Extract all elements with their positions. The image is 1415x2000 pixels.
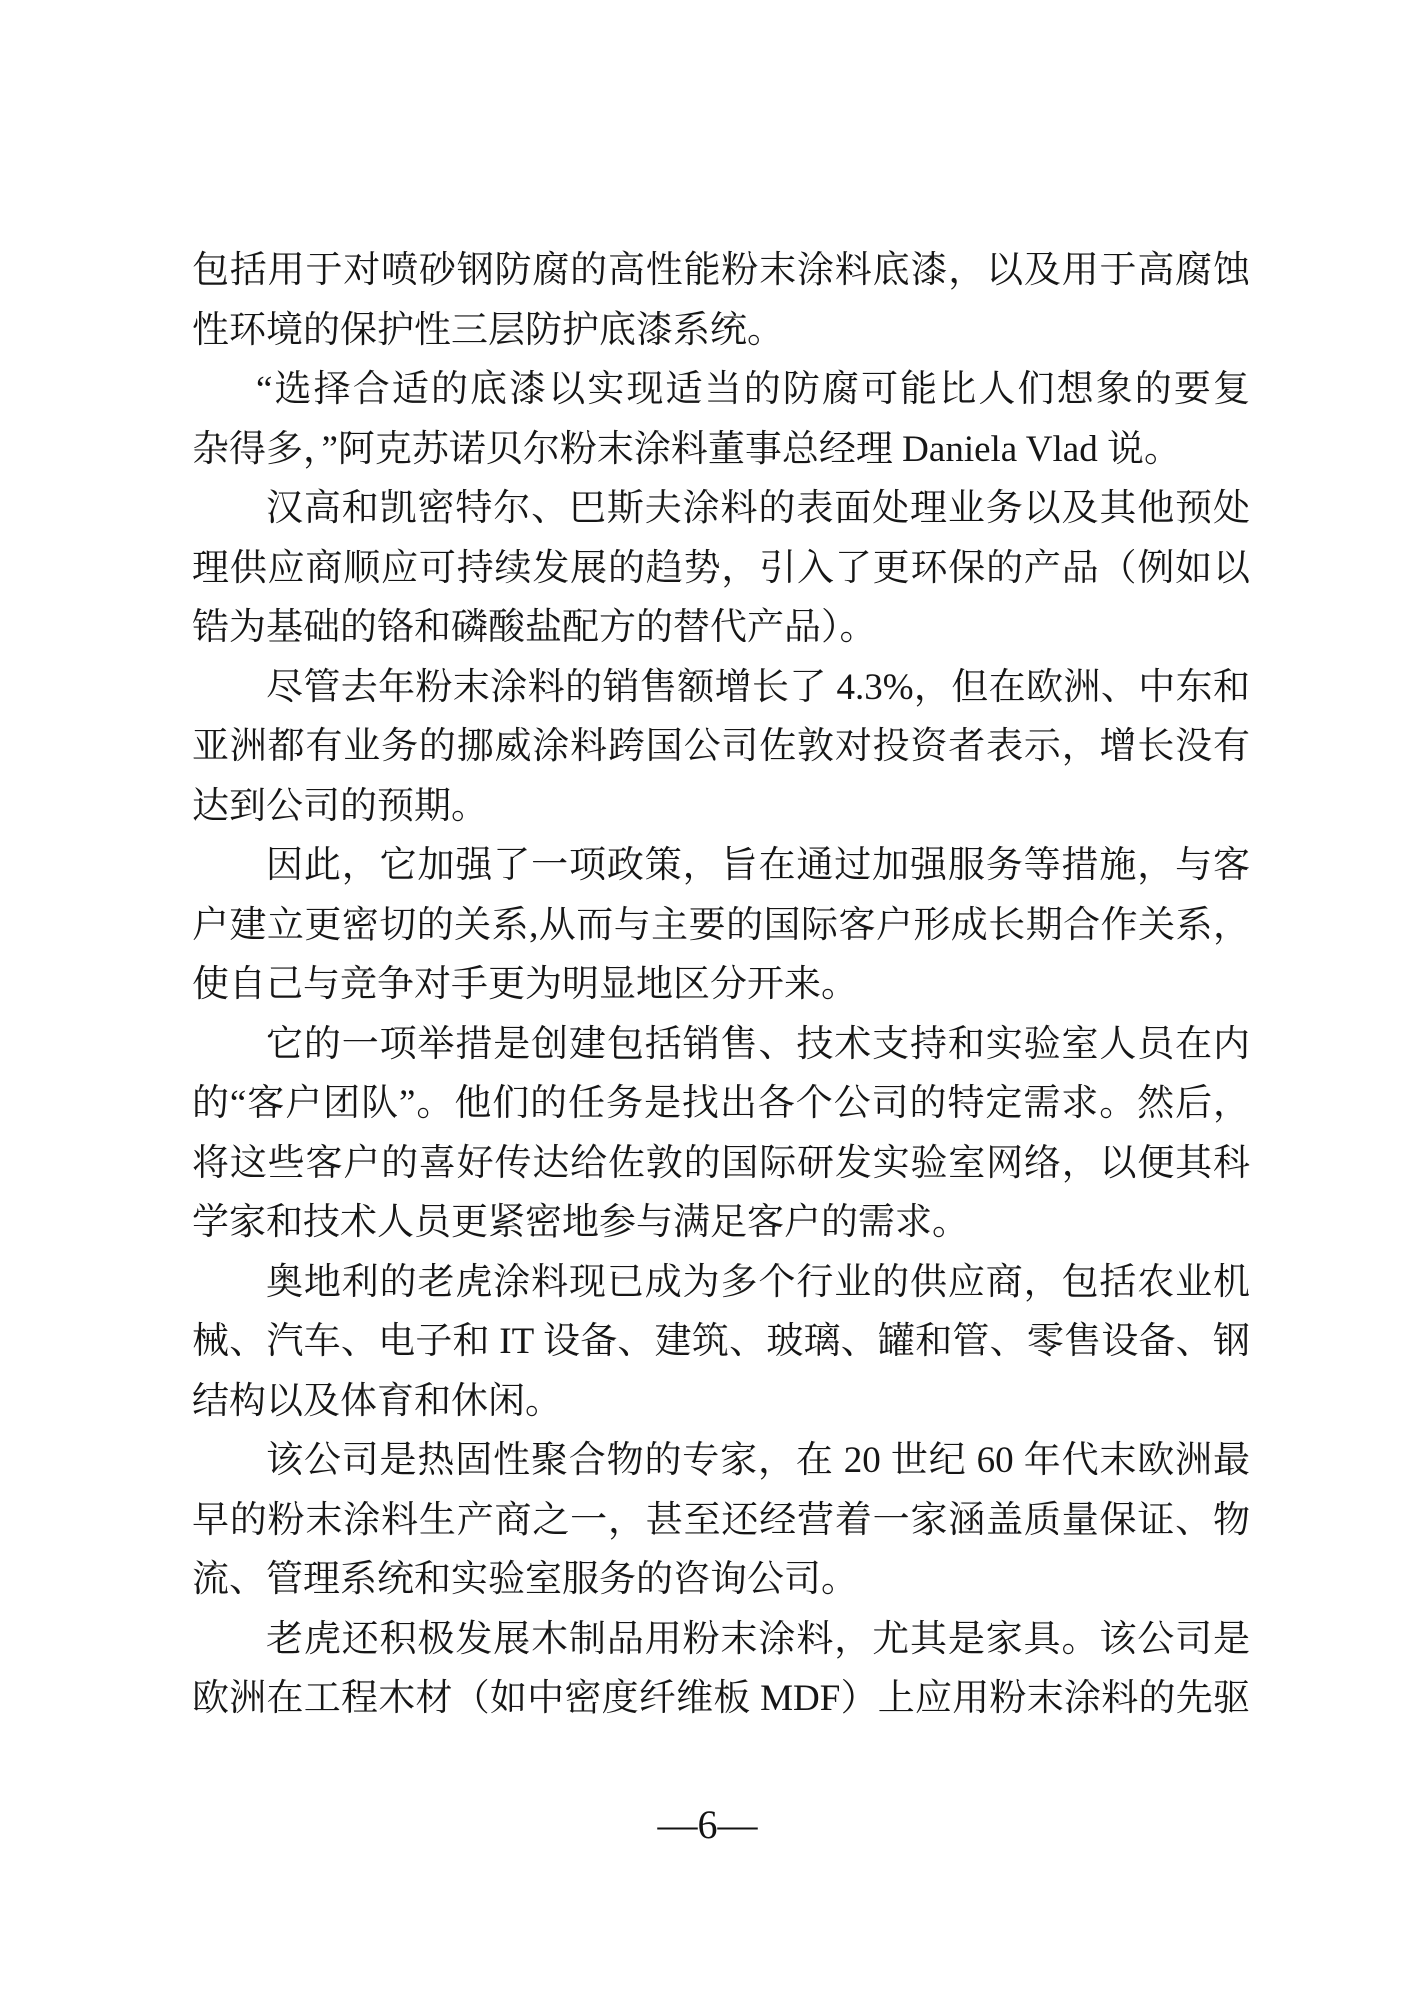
text-block [192,241,1250,1729]
text-line: 流、管理系统和实验室服务的咨询公司。 [192,1559,858,1600]
text-line: 的“客户团队”。他们的任务是找出各个公司的特定需求。然后， [192,1083,1250,1124]
text-line: 汉高和凯密特尔、巴斯夫涂料的表面处理业务以及其他预处 [266,488,1250,529]
text-line: 它的一项举措是创建包括销售、技术支持和实验室人员在内 [266,1023,1250,1065]
text-line: 亚洲都有业务的挪威涂料跨国公司佐敦对投资者表示，增长没有 [192,726,1250,767]
text-line: 奥地利的老虎涂料现已成为多个行业的供应商，包括农业机 [266,1261,1250,1303]
text-line: 使自己与竞争对手更为明显地区分开来。 [192,964,858,1005]
text-line: “选择合适的底漆以实现适当的防腐可能比人们想象的要复 [256,369,1250,410]
text-line: 欧洲在工程木材（如中密度纤维板 MDF）上应用粉末涂料的先驱 [192,1678,1250,1719]
text-line: 械、汽车、电子和 IT 设备、建筑、玻璃、罐和管、零售设备、钢 [192,1321,1250,1362]
text-line: 户建立更密切的关系,从而与主要的国际客户形成长期合作关系， [192,904,1250,946]
text-line: 锆为基础的铬和磷酸盐配方的替代产品）。 [192,607,877,648]
text-line: 包括用于对喷砂钢防腐的高性能粉末涂料底漆，以及用于高腐蚀 [192,250,1250,291]
text-line: 因此，它加强了一项政策，旨在通过加强服务等措施，与客 [266,845,1250,886]
text-line: 结构以及体育和休闲。 [192,1380,562,1422]
text-line: 性环境的保护性三层防护底漆系统。 [192,309,784,351]
text-line: 将这些客户的喜好传达给佐敦的国际研发实验室网络，以便其科 [192,1142,1250,1184]
text-line: 杂得多，”阿克苏诺贝尔粉末涂料董事总经理 Daniela Vlad 说。 [192,428,1181,470]
text-line: 学家和技术人员更紧密地参与满足客户的需求。 [192,1202,969,1243]
page-number: —6— [657,1802,758,1847]
text-line: 尽管去年粉末涂料的销售额增长了 4.3%，但在欧洲、中东和 [266,666,1250,708]
text-line: 达到公司的预期。 [192,785,488,827]
text-line: 该公司是热固性聚合物的专家，在 20 世纪 60 年代末欧洲最 [266,1440,1250,1481]
text-line: 老虎还积极发展木制品用粉末涂料，尤其是家具。该公司是 [266,1618,1250,1660]
text-line: 早的粉末涂料生产商之一，甚至还经营着一家涵盖质量保证、物 [192,1499,1250,1541]
text-line: 理供应商顺应可持续发展的趋势，引入了更环保的产品（例如以 [192,547,1250,589]
